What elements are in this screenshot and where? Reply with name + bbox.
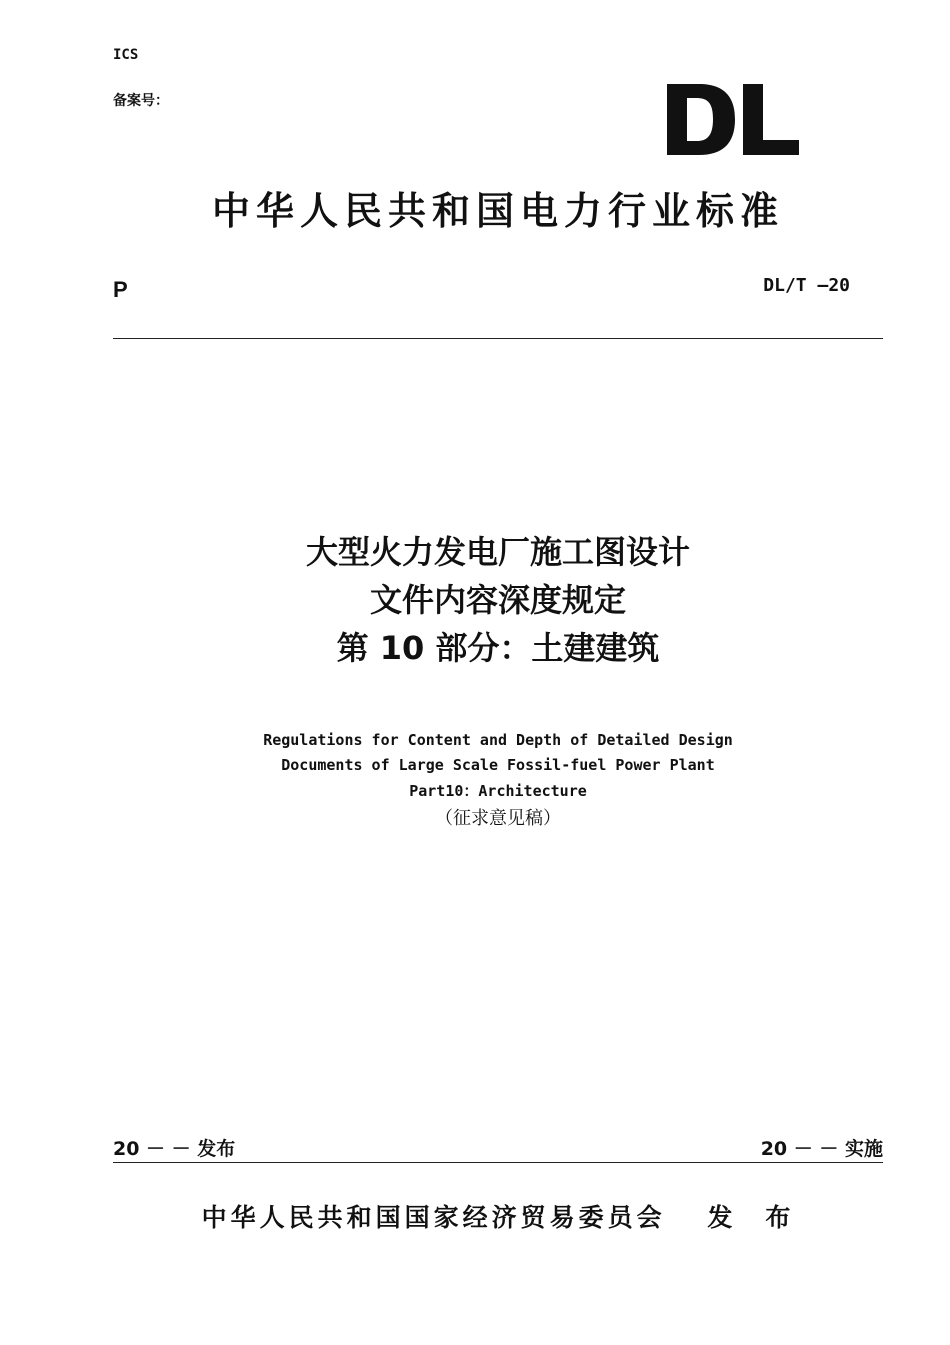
bottom-divider (113, 1162, 883, 1163)
english-title-line-2: Documents of Large Scale Fossil-fuel Power Plant (281, 756, 715, 774)
standard-number: DL/T —20 (763, 275, 850, 296)
chinese-title-line-1: 大型火力发电厂施工图设计 (305, 533, 690, 571)
category-code: P (113, 277, 128, 302)
issue-date: 20 － － 发布 (113, 1138, 236, 1160)
dl-logo (665, 82, 801, 157)
chinese-title-line-3: 第 10 部分：土建建筑 (336, 629, 660, 667)
effective-date: 20 － － 实施 (760, 1138, 883, 1160)
record-number-label: 备案号： (113, 93, 169, 109)
ics-label: ICS (113, 47, 139, 63)
draft-note: （征求意见稿） (435, 808, 561, 829)
organization-title: 中华人民共和国电力行业标准 (211, 189, 784, 233)
top-divider (113, 338, 883, 339)
chinese-title-line-2: 文件内容深度规定 (369, 581, 626, 619)
publisher: 中华人民共和国国家经济贸易委员会 发 布 (201, 1203, 795, 1232)
english-title-line-3: Part10：Architecture (409, 782, 587, 800)
english-title-line-1: Regulations for Content and Depth of Detailed Design (263, 731, 733, 749)
